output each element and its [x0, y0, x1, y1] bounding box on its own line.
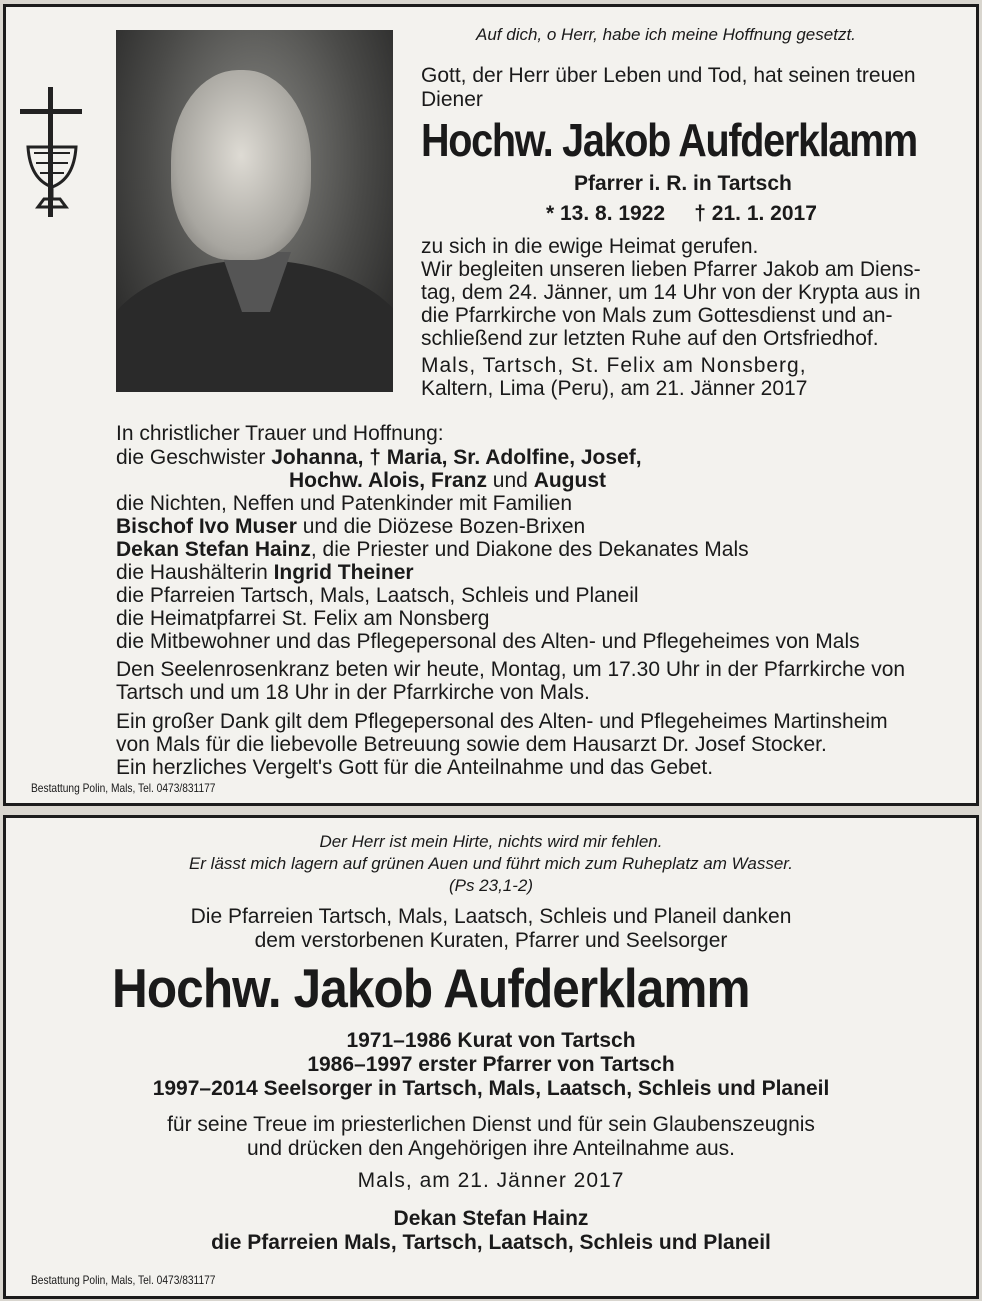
deceased-name: Hochw. Jakob Aufderklamm [421, 114, 917, 166]
mourning-intro: In christlicher Trauer und Hoffnung: [116, 422, 444, 445]
career-item: 1971–1986 Kurat von Tartsch [346, 1029, 636, 1052]
bishop-name: Bischof Ivo Muser [116, 515, 297, 538]
psalm-line-1: Der Herr ist mein Hirte, nichts wird mir fehlen. [319, 832, 663, 851]
housekeeper-name: Ingrid Theiner [273, 561, 414, 584]
place-line-1: Mals, Tartsch, St. Felix am Nonsberg, [421, 354, 807, 377]
place-line-2: Kaltern, Lima (Peru), am 21. Jänner 2017 [421, 377, 808, 400]
housekeeper-prefix: die Haushälterin [116, 561, 274, 584]
siblings-names-3: August [533, 469, 607, 492]
intro-line-1: Gott, der Herr über Leben und Tod, hat seinen treuen [421, 64, 916, 87]
psalm-line-2: Er lässt mich lagern auf grünen Auen und führt mich zum Ruheplatz am Wasser. [188, 854, 794, 873]
siblings-names-2: Hochw. Alois, Franz [289, 469, 487, 492]
thanks-line-1: Ein großer Dank gilt dem Pflegepersonal des Alten- und Pflegeheimes Martinsheim [116, 710, 888, 733]
death-notice-parish-family [3, 4, 979, 806]
death-notice-parishes-thanks [3, 815, 979, 1299]
body-line: zu sich in die ewige Heimat gerufen. [421, 235, 759, 258]
role-title: Pfarrer i. R. in Tartsch [574, 172, 792, 195]
career-item: 1997–2014 Seelsorger in Tartsch, Mals, Laatsch, Schleis und Planeil [152, 1077, 830, 1100]
bishop-rest: und die Diözese Bozen-Brixen [296, 515, 586, 538]
gratitude-line-2: und drücken den Angehörigen ihre Anteilnahme aus. [246, 1137, 736, 1160]
body-line: tag, dem 24. Jänner, um 14 Uhr von der Krypta aus in [421, 281, 921, 304]
residents-line: die Mitbewohner und das Pflegepersonal des Alten- und Pflegeheimes von Mals [116, 630, 860, 653]
body-line: schließend zur letzten Ruhe auf den Ortsfriedhof. [421, 327, 879, 350]
signer-parishes: die Pfarreien Mals, Tartsch, Laatsch, Schleis und Planeil [211, 1231, 771, 1254]
motto: Auf dich, o Herr, habe ich meine Hoffnung gesetzt. [476, 25, 856, 44]
intro-line-2: Diener [421, 88, 483, 111]
life-dates: * 13. 8. 1922 † 21. 1. 2017 [546, 202, 817, 225]
siblings-und: und [486, 469, 534, 492]
rosary-line-1: Den Seelenrosenkranz beten wir heute, Montag, um 17.30 Uhr in der Pfarrkirche von [116, 658, 906, 681]
intro-line-1: Die Pfarreien Tartsch, Mals, Laatsch, Schleis und Planeil danken [190, 905, 792, 928]
undertaker-credit: Bestattung Polin, Mals, Tel. 0473/831177 [31, 1273, 216, 1287]
dean-name: Dekan Stefan Hainz [116, 538, 311, 561]
dean-rest: , die Priester und Diakone des Dekanates Mals [310, 538, 749, 561]
cross-chalice-icon [20, 87, 90, 227]
psalm-reference: (Ps 23,1-2) [448, 876, 534, 895]
siblings-names: Johanna, † Maria, Sr. Adolfine, Josef, [271, 446, 642, 469]
parishes-line: die Pfarreien Tartsch, Mals, Laatsch, Schleis und Planeil [116, 584, 639, 607]
thanks-line-3: Ein herzliches Vergelt's Gott für die Anteilnahme und das Gebet. [116, 756, 714, 779]
undertaker-credit: Bestattung Polin, Mals, Tel. 0473/831177 [31, 781, 216, 795]
rosary-line-2: Tartsch und um 18 Uhr in der Pfarrkirche von Mals. [116, 681, 590, 704]
career-item: 1986–1997 erster Pfarrer von Tartsch [307, 1053, 675, 1076]
place-date: Mals, am 21. Jänner 2017 [357, 1169, 625, 1192]
nieces-line: die Nichten, Neffen und Patenkinder mit Familien [116, 492, 573, 515]
intro-line-2: dem verstorbenen Kuraten, Pfarrer und Seelsorger [254, 929, 728, 952]
home-parish-line: die Heimatpfarrei St. Felix am Nonsberg [116, 607, 490, 630]
signer-dean: Dekan Stefan Hainz [393, 1207, 589, 1230]
portrait-photo [116, 30, 393, 392]
thanks-line-2: von Mals für die liebevolle Betreuung sowie dem Hausarzt Dr. Josef Stocker. [116, 733, 827, 756]
body-line: Wir begleiten unseren lieben Pfarrer Jakob am Diens- [421, 258, 921, 281]
body-line: die Pfarrkirche von Mals zum Gottesdienst und an- [421, 304, 893, 327]
siblings-prefix: die Geschwister [116, 446, 272, 469]
deceased-name: Hochw. Jakob Aufderklamm [112, 957, 750, 1019]
gratitude-line-1: für seine Treue im priesterlichen Dienst und für sein Glaubenszeugnis [167, 1113, 815, 1136]
